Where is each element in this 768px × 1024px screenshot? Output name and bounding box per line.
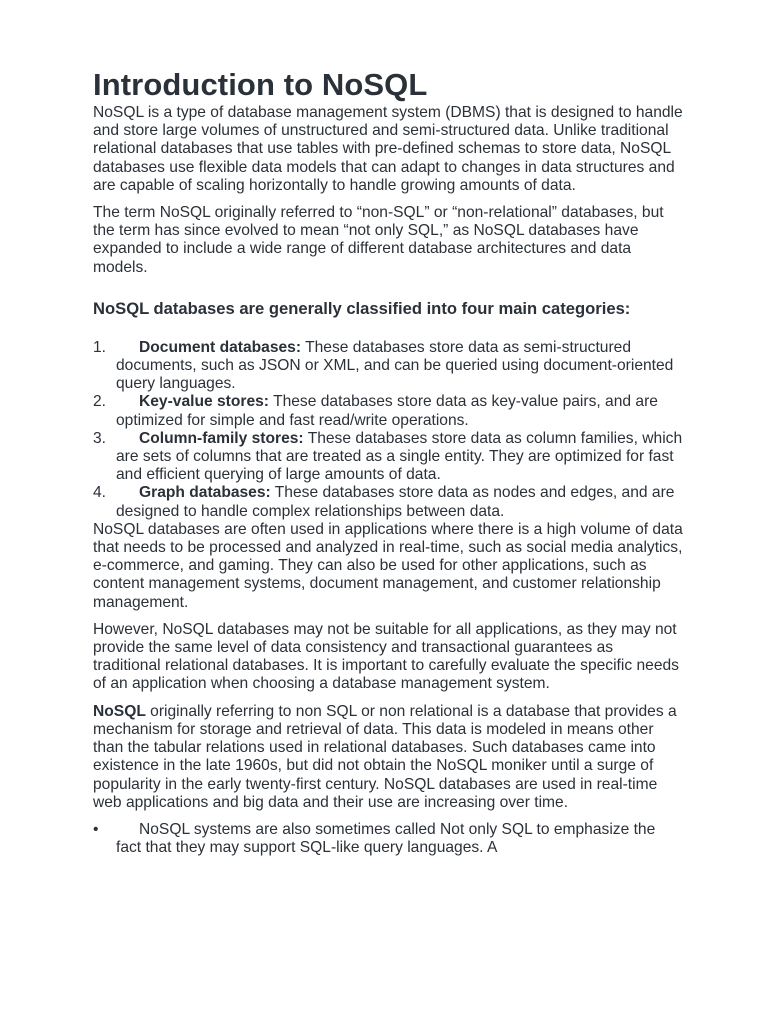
category-number: 1. — [93, 338, 107, 356]
document-title: Introduction to NoSQL — [93, 67, 428, 102]
categories-heading: NoSQL databases are generally classified into four main categories: — [93, 298, 631, 318]
intro-paragraph-1: NoSQL is a type of database management system (DBMS) that is designed to handle and store large volumes of unstructured and semi-structured data. Unlike traditional relational databases that use tables with pre-defined schemas to store data, NoSQL databases use flexible data models that can adapt to changes in data structures and are capable of scaling horizontally to handle growing amounts of data. — [93, 104, 683, 194]
category-item-column-family — [93, 430, 683, 485]
definition-text: originally referring to non SQL or non relational is a database that provides a mechanism for storage and retrieval of data. This data is modeled in means other than the tabular relations used in relational databases. Such databases came into existence in the late 1960s, but did not obtain the NoSQL moniker until a surge of popularity in the early twenty-first century. NoSQL databases are used in real-time web applications and big data and their use are increasing over time. — [93, 702, 677, 811]
document-page — [93, 66, 683, 857]
category-description: These databases store data as nodes and edges, and are designed to handle complex relationships between data. — [116, 484, 675, 520]
bullet-item — [93, 821, 683, 857]
category-item-graph — [93, 484, 683, 520]
category-number: 3. — [93, 429, 107, 447]
category-name: Graph databases: — [139, 484, 271, 502]
category-name: Key-value stores: — [139, 393, 270, 411]
usage-paragraph: NoSQL databases are often used in applications where there is a high volume of data that needs to be processed and analyzed in real-time, such as social media analytics, e-commerce, and gaming. They can also be used for other applications, such as content management systems, document management, and customer relationship management. — [93, 520, 683, 611]
category-name: Column-family stores: — [139, 429, 304, 447]
definition-paragraph — [93, 703, 683, 812]
definition-term: NoSQL — [93, 702, 146, 720]
intro-paragraph-2: The term NoSQL originally referred to “non-SQL” or “non-relational” databases, but the term has since evolved to mean “not only SQL,” as NoSQL databases have expanded to include a wide range of different database architectures and data models. — [93, 204, 664, 276]
category-item-key-value — [93, 393, 683, 429]
category-description: These databases store data as key-value pairs, and are optimized for simple and fast read/write operations. — [116, 393, 658, 429]
category-description: These databases store data as semi-structured documents, such as JSON or XML, and can be queried using document-oriented query languages. — [116, 338, 674, 393]
category-item-document — [93, 339, 683, 394]
category-description: These databases store data as column families, which are sets of columns that are treated as a single entity. They are optimized for fast and efficient querying of large amounts of data. — [116, 429, 683, 484]
bullet-icon: • — [93, 820, 99, 838]
caveat-paragraph: However, NoSQL databases may not be suitable for all applications, as they may not provide the same level of data consistency and transactional guarantees as traditional relational databases. It is important to carefully evaluate the specific needs of an application when choosing a database management system. — [93, 620, 679, 693]
bullet-text: NoSQL systems are also sometimes called Not only SQL to emphasize the fact that they may support SQL-like query languages. A — [116, 820, 656, 857]
categories-list — [93, 339, 683, 521]
category-number: 4. — [93, 484, 107, 502]
category-name: Document databases: — [139, 338, 302, 356]
category-number: 2. — [93, 393, 107, 411]
bullet-list — [93, 821, 683, 857]
